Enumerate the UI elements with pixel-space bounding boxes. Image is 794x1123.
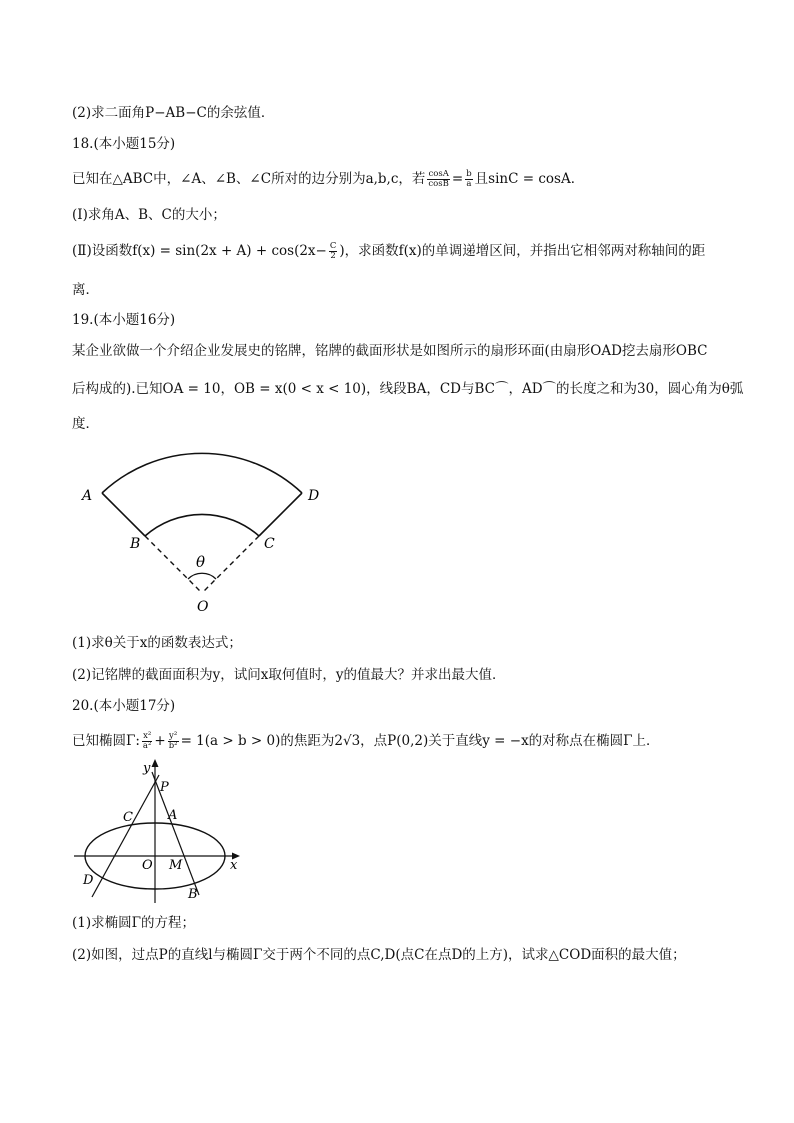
q18-heading: 18.(本小题15分) xyxy=(72,136,176,152)
label-y: y xyxy=(143,761,151,776)
outer-arc-AD xyxy=(102,453,302,493)
label-M: M xyxy=(169,858,183,873)
fraction-y2-b2 xyxy=(168,732,179,751)
fraction-C-2 xyxy=(329,242,338,261)
q20-part1: (1)求椭圆Γ的方程； xyxy=(72,915,195,931)
y-axis-arrow-icon xyxy=(152,759,159,767)
fraction-denominator: cosB xyxy=(428,179,449,189)
q18-part2 xyxy=(72,242,705,261)
fraction-numerator: y² xyxy=(169,731,178,741)
sector-ring-figure xyxy=(72,440,342,620)
fraction-denominator: a² xyxy=(142,741,152,751)
q18-intro-text-b: 且sinC = cosA． xyxy=(474,171,585,187)
label-A: A xyxy=(168,808,178,823)
label-P: P xyxy=(160,780,169,795)
fraction-x2-a2 xyxy=(142,732,152,751)
q18-part2-text-a: (Ⅱ)设函数f(x) = sin(2x + A) + cos(2x− xyxy=(72,243,327,259)
equals-sign: = xyxy=(451,171,464,187)
label-D: D xyxy=(83,873,94,888)
q19-text-line1: 某企业欲做一个介绍企业发展史的铭牌，铭牌的截面形状是如图所示的扇形环面(由扇形OAD挖去扇形OBC xyxy=(72,343,708,359)
q19-text-line3: 度． xyxy=(72,416,99,432)
q20-part2: (2)如图，过点P的直线l与椭圆Γ交于两个不同的点C,D(点C在点D的上方)，试求△COD面积的最大值； xyxy=(72,947,686,963)
q18-part1: (Ⅰ)求角A、B、C的大小； xyxy=(72,207,226,223)
inner-arc-BC xyxy=(145,514,259,536)
fraction-denominator: b² xyxy=(168,741,178,751)
fraction-denominator: a xyxy=(466,179,472,189)
q20-text-b: = 1(a > b > 0)的焦距为2√3，点P(0,2)关于直线y = −x的对称点在椭圆Γ上． xyxy=(180,733,660,749)
plus-sign: + xyxy=(154,733,166,749)
dashed-OC xyxy=(202,536,259,593)
q18-part2-cont: 离． xyxy=(72,282,99,298)
q19-text-line2: 后构成的).已知OA = 10，OB = x(0 < x < 10)，线段BA，CD与BC⌒，AD⌒的长度之和为30，圆心角为θ弧 xyxy=(72,381,744,397)
q20-text-a: 已知椭圆Γ: xyxy=(72,733,140,749)
ellipse-figure xyxy=(72,755,252,905)
q18-intro xyxy=(72,170,584,189)
q17-part2: (2)求二面角P−AB−C的余弦值． xyxy=(72,105,275,121)
fraction-numerator: b xyxy=(466,169,472,179)
label-A: A xyxy=(82,488,93,504)
q19-part1: (1)求θ关于x的函数表达式； xyxy=(72,635,242,651)
angle-arc-theta xyxy=(188,573,216,579)
fraction-cosA-cosB xyxy=(427,170,450,189)
label-C: C xyxy=(123,810,133,825)
fraction-numerator: cosA xyxy=(428,169,449,179)
segment-CD xyxy=(259,493,302,536)
label-O: O xyxy=(197,599,209,615)
fraction-denominator: 2 xyxy=(330,251,336,261)
line-through-P-C-D xyxy=(92,775,159,897)
q18-intro-text-a: 已知在△ABC中，∠A、∠B、∠C所对的边分别为a,b,c，若 xyxy=(72,171,426,187)
fraction-numerator: C xyxy=(329,241,337,251)
q20-text xyxy=(72,732,660,751)
label-D: D xyxy=(308,488,320,504)
fraction-b-a xyxy=(465,170,472,189)
dashed-OB xyxy=(145,536,202,593)
label-C: C xyxy=(264,536,275,552)
q19-part2: (2)记铭牌的截面面积为y，试问x取何值时，y的值最大？并求出最大值． xyxy=(72,667,506,683)
label-O: O xyxy=(142,858,153,873)
label-B: B xyxy=(130,536,141,552)
q18-part2-text-b: )，求函数f(x)的单调递增区间，并指出它相邻两对称轴间的距 xyxy=(339,243,706,259)
q19-heading: 19.(本小题16分) xyxy=(72,312,176,328)
fraction-numerator: x² xyxy=(143,731,152,741)
label-x: x xyxy=(230,858,238,873)
q20-heading: 20.(本小题17分) xyxy=(72,698,176,714)
segment-BA xyxy=(102,493,145,536)
label-B: B xyxy=(188,887,198,902)
label-theta: θ xyxy=(196,553,206,571)
